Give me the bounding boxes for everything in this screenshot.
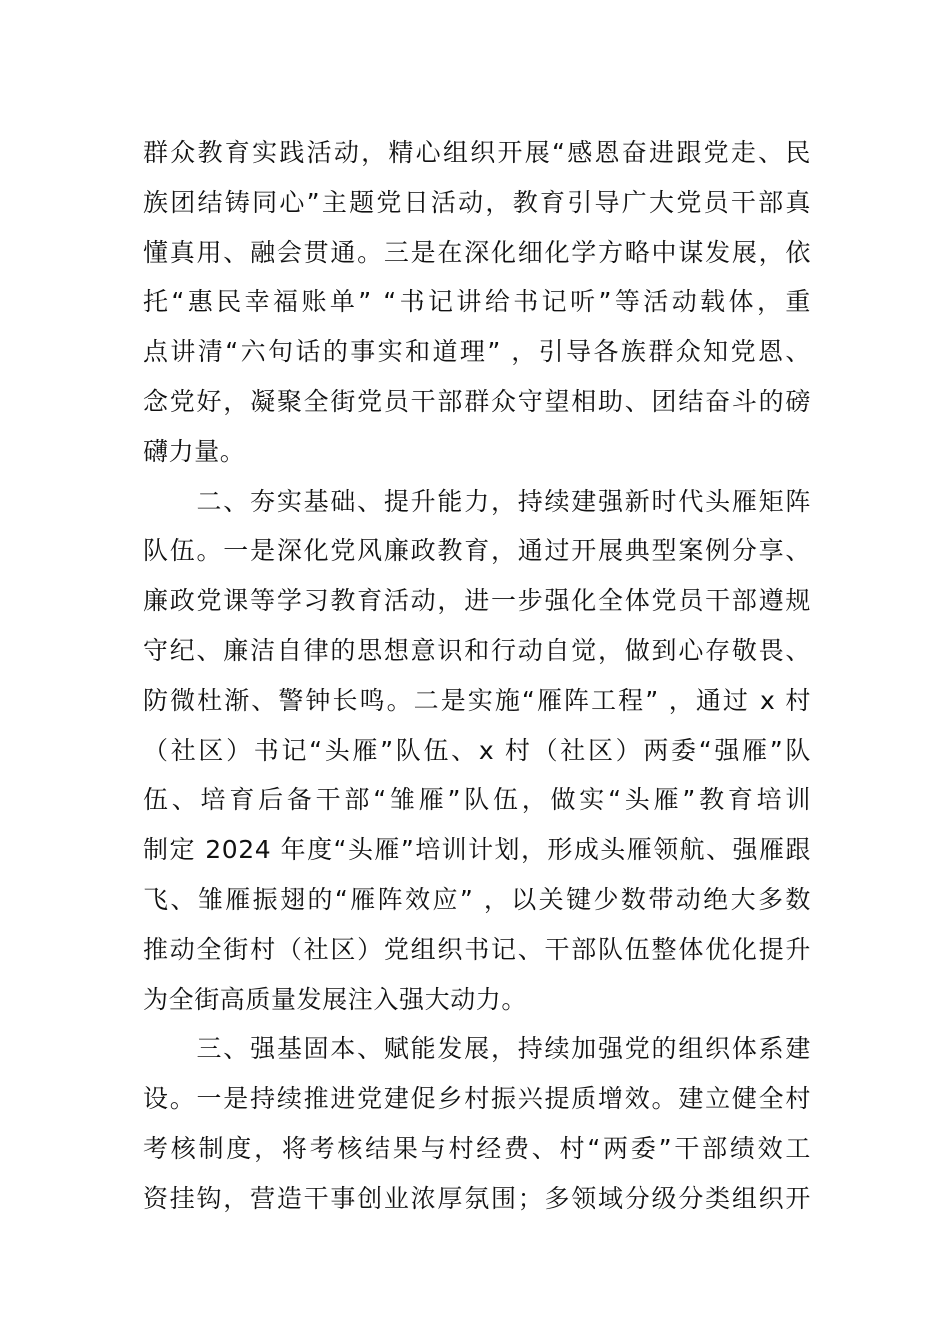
text-line: 设。一是持续推进党建促乡村振兴提质增效。建立健全村: [143, 1084, 811, 1114]
text-line: 二、夯实基础、提升能力，持续建强新时代头雁矩阵: [143, 486, 811, 516]
text-line: 礴力量。: [143, 436, 246, 466]
text-line: 懂真用、融会贯通。三是在深化细化学方略中谋发展，依: [143, 237, 811, 267]
text-line: 廉政党课等学习教育活动，进一步强化全体党员干部遵规: [143, 586, 811, 616]
text-line: 防微杜渐、警钟长鸣。二是实施“雁阵工程” ，通过 x 村: [143, 685, 811, 715]
text-line: 三、强基固本、赋能发展，持续加强党的组织体系建: [143, 1034, 811, 1064]
text-line: 群众教育实践活动，精心组织开展“感恩奋进跟党走、民: [143, 138, 811, 167]
text-line: 守纪、廉洁自律的思想意识和行动自觉，做到心存敬畏、: [143, 635, 811, 665]
text-line: （社区）书记“头雁”队伍、x 村（社区）两委“强雁”队: [143, 735, 811, 765]
text-line: 队伍。一是深化党风廉政教育，通过开展典型案例分享、: [143, 536, 811, 566]
text-line: 为全街高质量发展注入强大动力。: [143, 984, 528, 1014]
text-line: 飞、雏雁振翅的“雁阵效应” ，以关键少数带动绝大多数: [143, 884, 811, 914]
text-line: 制定 2024 年度“头雁”培训计划，形成头雁领航、强雁跟: [143, 835, 811, 865]
text-line: 伍、培育后备干部“雏雁”队伍，做实“头雁”教育培训: [143, 785, 811, 815]
text-line: 资挂钩，营造干事创业浓厚氛围；多领域分级分类组织开: [143, 1183, 811, 1213]
text-line: 点讲清“六句话的事实和道理” ，引导各族群众知党恩、: [143, 337, 811, 367]
text-line: 托“惠民幸福账单” “书记讲给书记听”等活动载体，重: [143, 287, 811, 317]
text-line: 念党好，凝聚全街党员干部群众守望相助、团结奋斗的磅: [143, 386, 811, 416]
text-line: 考核制度，将考核结果与村经费、村“两委”干部绩效工: [143, 1133, 811, 1163]
text-line: 推动全街村（社区）党组织书记、干部队伍整体优化提升: [143, 934, 811, 964]
text-line: 族团结铸同心”主题党日活动，教育引导广大党员干部真: [143, 187, 811, 217]
document-body: [143, 128, 811, 1224]
